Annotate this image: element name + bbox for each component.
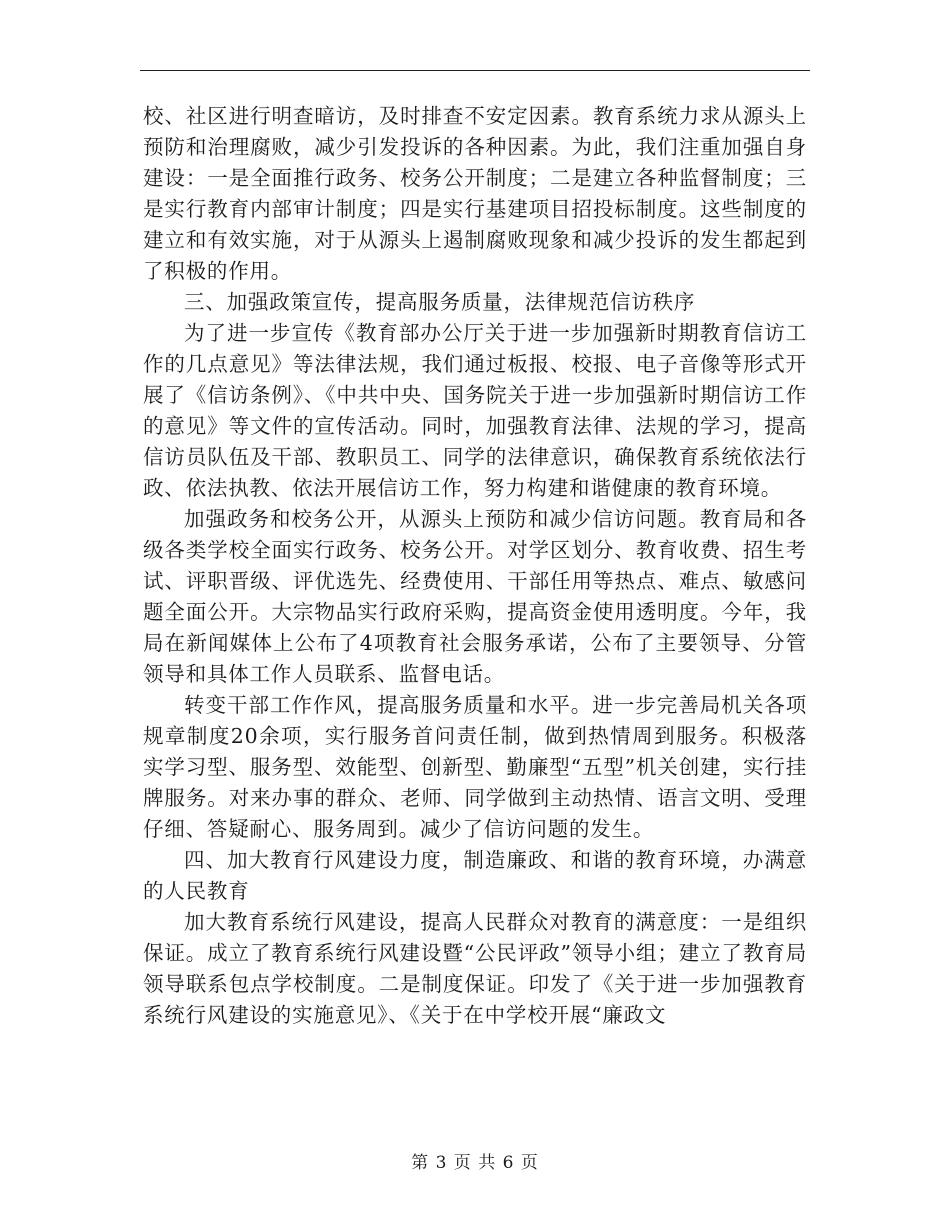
paragraph-7: 加大教育系统行风建设，提高人民群众对教育的满意度：一是组织保证。成立了教育系统行风建设暨“公民评政”领导小组；建立了教育局领导联系包点学校制度。二是制度保证。印发了《关于进一步加强教育系统行风建设的实施意见》、《关于在中学校开展“廉政文 xyxy=(143,910,807,1027)
paragraph-5: 转变干部工作作风，提高服务质量和水平。进一步完善局机关各项规章制度20余项，实行服务首问责任制，做到热情周到服务。积极落实学习型、服务型、效能型、创新型、勤廉型“五型”机关创建，实行挂牌服务。对来办事的群众、老师、同学做到主动热情、语言文明、受理仔细、答疑耐心、服务周到。减少了信访问题的发生。 xyxy=(143,693,807,841)
section-heading-3: 三、加强政策宣传，提高服务质量，法律规范信访秩序 xyxy=(184,290,696,314)
section-heading-4: 四、加大教育行风建设力度，制造廉政、和谐的教育环境，办满意的人民教育 xyxy=(143,848,807,903)
header-rule xyxy=(140,70,810,71)
page-number-footer: 第 3 页 共 6 页 xyxy=(411,1153,539,1173)
document-body xyxy=(143,101,807,1031)
paragraph-3: 为了进一步宣传《教育部办公厅关于进一步加强新时期教育信访工作的几点意见》等法律法规，我们通过板报、校报、电子音像等形式开展了《信访条例》、《中共中央、国务院关于进一步加强新时期信访工作的意见》等文件的宣传活动。同时，加强教育法律、法规的学习，提高信访员队伍及干部、教职员工、同学的法律意识，确保教育系统依法行政、依法执教、依法开展信访工作，努力构建和谐健康的教育环境。 xyxy=(143,321,807,500)
paragraph-1: 校、社区进行明查暗访，及时排查不安定因素。教育系统力求从源头上预防和治理腐败，减少引发投诉的各种因素。为此，我们注重加强自身建设：一是全面推行政务、校务公开制度；二是建立各种监督制度；三是实行教育内部审计制度；四是实行基建项目招投标制度。这些制度的建立和有效实施，对于从源头上遏制腐败现象和减少投诉的发生都起到了积极的作用。 xyxy=(143,104,807,283)
paragraph-4: 加强政务和校务公开，从源头上预防和减少信访问题。教育局和各级各类学校全面实行政务、校务公开。对学区划分、教育收费、招生考试、评职晋级、评优选先、经费使用、干部任用等热点、难点、敏感问题全面公开。大宗物品实行政府采购，提高资金使用透明度。今年，我局在新闻媒体上公布了4项教育社会服务承诺，公布了主要领导、分管领导和具体工作人员联系、监督电话。 xyxy=(143,507,807,686)
